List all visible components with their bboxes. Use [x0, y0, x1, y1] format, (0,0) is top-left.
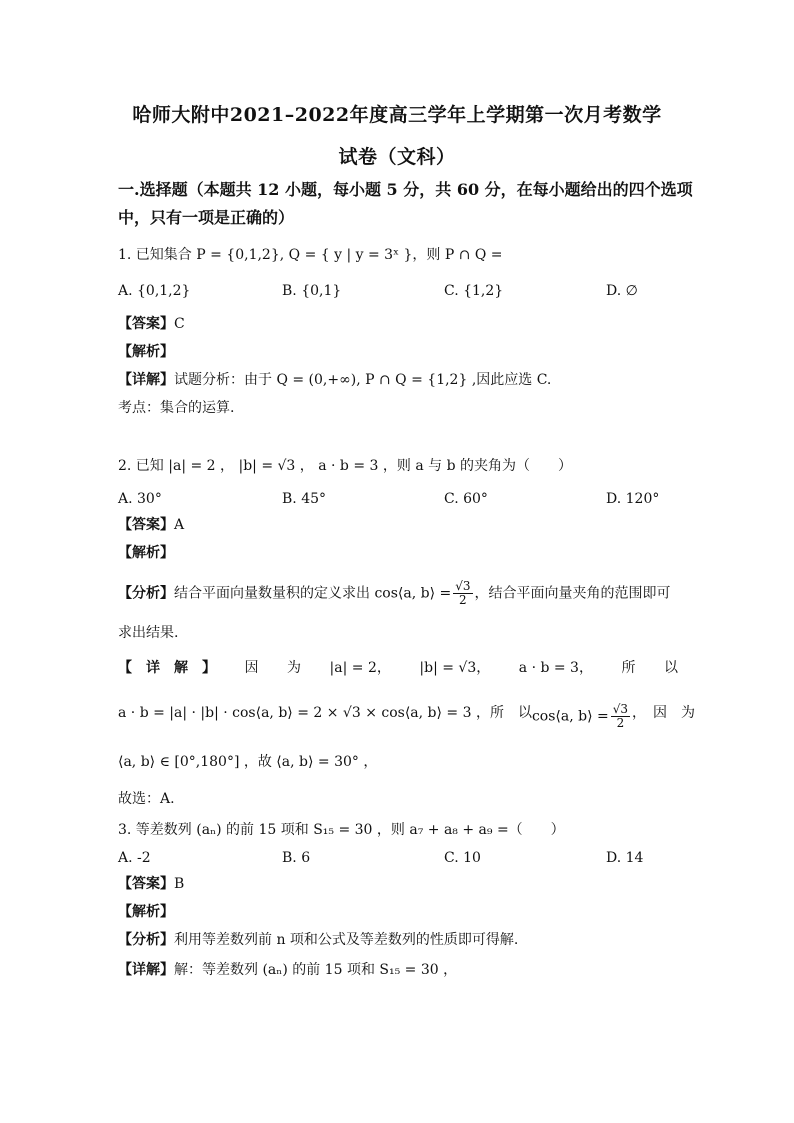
- q2-fenxi-line2: 求出结果.: [118, 625, 179, 641]
- detail-word: 因: [244, 660, 259, 676]
- q3-fenxi-text: 利用等差数列前 n 项和公式及等差数列的性质即可得解.: [174, 932, 519, 948]
- detail-word: 以: [664, 660, 678, 676]
- fenxi-tag: 【分析】: [118, 932, 174, 948]
- q2-fenxi-a: 结合平面向量数量积的定义求出 cos⟨a, b⟩ =: [174, 585, 452, 602]
- detail-formula: a · b = |a| · |b| · cos⟨a, b⟩ = 2 × √3 × cos⟨a, b⟩ = 3 ，: [118, 705, 490, 721]
- detail-word: 为: [287, 660, 302, 676]
- fraction-denominator: 2: [459, 593, 467, 607]
- q2-option-a: A. 30°: [118, 491, 162, 507]
- fraction-numerator: √3: [612, 702, 629, 716]
- q2-detail-line3: ⟨a, b⟩ ∈ [0°,180°] ，故 ⟨a, b⟩ = 30° ，: [118, 754, 378, 770]
- detail-word: 所 以: [489, 705, 532, 721]
- q3-option-a: A. -2: [118, 850, 151, 866]
- sqrt3-over-2-fraction: [611, 703, 630, 730]
- section-heading-line2: 中，只有一项是正确的）: [118, 208, 295, 227]
- q2-answer: [118, 515, 678, 535]
- q2-detail-line1: [118, 658, 678, 678]
- detail-tag: 【 详 解 】: [118, 660, 216, 676]
- fraction-denominator: 2: [616, 716, 625, 730]
- q1-option-a: A. {0,1,2}: [118, 283, 191, 299]
- fenxi-tag: 【分析】: [118, 585, 174, 602]
- detail-formula: |a| = 2，: [329, 660, 391, 676]
- q2-conclusion: 故选：A.: [118, 791, 175, 807]
- q2-option-b: B. 45°: [282, 491, 327, 507]
- q2-fenxi-b: ，结合平面向量夹角的范围即可: [474, 585, 671, 602]
- q2-analysis-tag: 【解析】: [118, 545, 174, 561]
- detail-formula-cos: [532, 703, 632, 730]
- q3-option-d: D. 14: [606, 850, 644, 866]
- fraction-numerator: √3: [455, 579, 471, 593]
- q1-kaodian: 考点：集合的运算.: [118, 400, 235, 416]
- q3-option-c: C. 10: [444, 850, 481, 866]
- q1-answer-value: C: [174, 316, 185, 332]
- exam-title-line2: 试卷（文科）: [338, 146, 456, 168]
- q3-answer-value: B: [174, 876, 185, 892]
- q1-stem: 1. 已知集合 P = {0,1,2}, Q = { y | y = 3ˣ }，则 P ∩ Q =: [118, 247, 503, 263]
- detail-formula: |b| = √3，: [419, 660, 491, 676]
- detail-formula: a · b = 3，: [518, 660, 593, 676]
- q3-fenxi: [118, 930, 678, 950]
- q2-stem: 2. 已知 |a| = 2 ， |b| = √3 ， a · b = 3 ，则 a 与 b 的夹角为（ ）: [118, 458, 572, 474]
- q1-analysis-tag: 【解析】: [118, 344, 174, 360]
- q2-answer-value: A: [174, 517, 185, 533]
- q1-detail-text: 试题分析：由于 Q = (0,+∞), P ∩ Q = {1,2} ,因此应选 C.: [174, 372, 552, 388]
- q3-option-b: B. 6: [282, 850, 311, 866]
- answer-tag: 【答案】: [118, 517, 174, 533]
- q1-option-b: B. {0,1}: [282, 283, 342, 299]
- q1-answer: [118, 314, 678, 334]
- detail-word: 所: [621, 660, 636, 676]
- answer-tag: 【答案】: [118, 316, 174, 332]
- answer-tag: 【答案】: [118, 876, 174, 892]
- q2-fenxi: [118, 580, 678, 607]
- sqrt3-over-2-fraction: [453, 580, 472, 607]
- q2-option-d: D. 120°: [606, 491, 660, 507]
- q3-detail-text: 解：等差数列 (aₙ) 的前 15 项和 S₁₅ = 30 ，: [174, 962, 458, 978]
- q2-option-c: C. 60°: [444, 491, 488, 507]
- q3-answer: [118, 874, 678, 894]
- detail-word: ， 因 为: [632, 705, 696, 721]
- q1-detail: [118, 370, 678, 390]
- q1-option-d: D. ∅: [606, 283, 638, 299]
- detail-tag: 【详解】: [118, 372, 174, 388]
- section-heading-line1: 一.选择题（本题共 12 小题，每小题 5 分，共 60 分，在每小题给出的四个选项: [118, 180, 693, 199]
- q3-detail: [118, 960, 678, 980]
- q3-stem: 3. 等差数列 (aₙ) 的前 15 项和 S₁₅ = 30 ，则 a₇ + a₈ + a₉ =（ ）: [118, 822, 565, 838]
- q3-analysis-tag: 【解析】: [118, 904, 174, 920]
- detail-tag: 【详解】: [118, 962, 174, 978]
- exam-title-line1: 哈师大附中2021–2022年度高三学年上学期第一次月考数学: [132, 104, 662, 126]
- cos-expression: cos⟨a, b⟩ =: [531, 708, 609, 725]
- q2-detail-line2: [118, 702, 696, 730]
- q1-option-c: C. {1,2}: [444, 283, 504, 299]
